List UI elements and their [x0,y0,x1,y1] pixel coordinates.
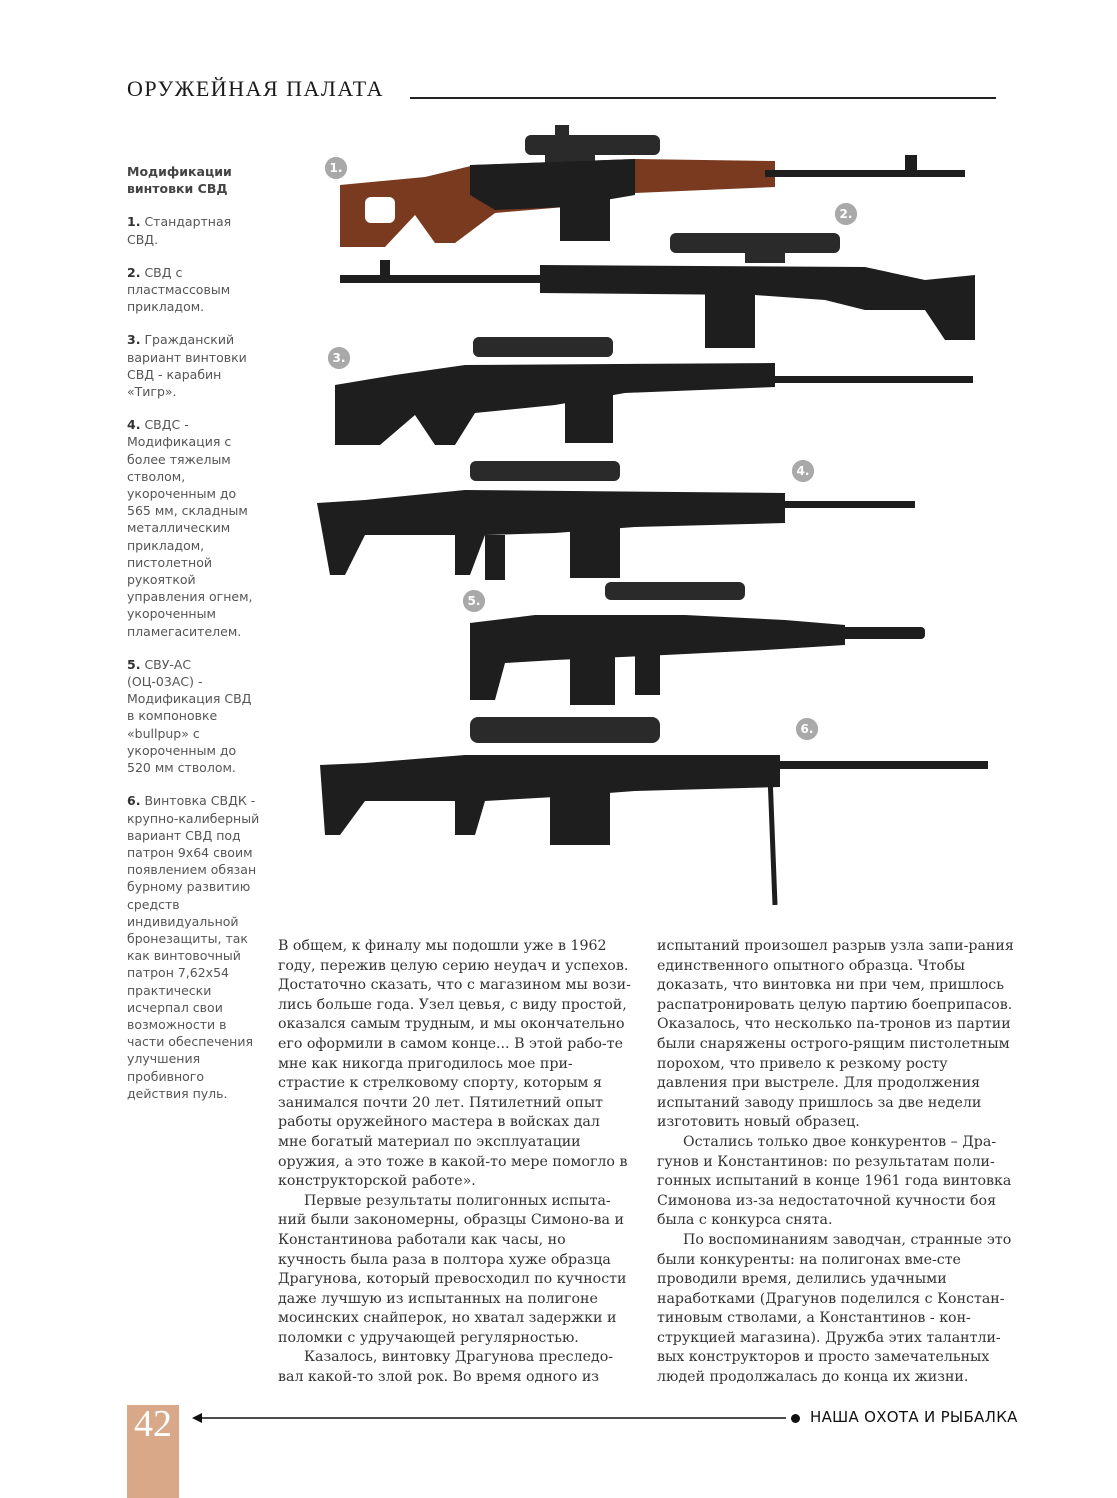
item-text: СВУ-АС (ОЦ-03АС) - Модификация СВД в компоновке «bullpup» с укороченным до 520 мм стволом. [127,656,252,776]
paragraph: По воспоминаниям заводчан, странные это были конкуренты: на полигонах вме-сте проводили время, делились удачными наработками (Драгунов поделился с Констан-тиновым стволами, а Константинов - кон-струкцией магазина). Дружба этих талантли-вых конструкторов и просто замечательных людей продолжалась до конца их жизни. [657,1231,1012,1386]
paragraph: Казалось, винтовку Драгунова преследо-вал какой-то злой рок. Во время одного из [278,1349,614,1386]
sidebar-item-5 [127,656,262,776]
badge-4: 4. [792,460,814,482]
footer-arrow-icon [192,1410,792,1426]
badge-3: 3. [328,347,350,369]
item-text: Гражданский вариант винтовки СВД - карабин «Тигр». [127,332,247,400]
rifles-illustration [305,115,1017,907]
badge-6: 6. [796,718,818,740]
page-number: 42 [134,1403,172,1445]
rifle-2-svd-polymer [340,233,975,348]
paragraph: Первые результаты полигонных испыта-ний были закономерны, образцы Симоно-ва и Константинова работали как часы, но кучность была раза в полтора хуже образца Драгунова, который превосходил по кучности даже лучшую из испытанных на полигоне мосинских снайперок, но хватал задержки и поломки с удручающей регулярностью. [278,1192,627,1346]
sidebar-item-3 [127,331,262,400]
item-text: СВДС - Модификация с более тяжелым стволом, укороченным до 565 мм, складным металлическим прикладом, пистолетной рукояткой управления огнем, укороченным пламегасителем. [127,417,253,639]
rifle-5-svu-as [470,582,925,705]
rifle-6-svdk [320,717,988,905]
sidebar-caption [127,163,262,1118]
rifle-figure [305,115,1017,907]
magazine-name: НАША ОХОТА И РЫБАЛКА [810,1408,1018,1426]
badge-1: 1. [325,157,347,179]
paragraph: Остались только двое конкурентов – Дра-гунов и Константинов: по результатам поли-гонных испытаний в конце 1961 года винтовка Симонова из-за недостаточной кучности боя была с конкурса снята. [657,1133,1012,1229]
badge-5: 5. [463,590,485,612]
header-rule [410,97,996,99]
footer-dot-icon [791,1414,800,1423]
sidebar-item-1 [127,213,262,247]
section-title: ОРУЖЕЙНАЯ ПАЛАТА [127,76,385,101]
badge-2: 2. [835,203,857,225]
item-number: 3. [127,332,141,348]
rifle-3-tigr [335,337,973,445]
item-number: 1. [127,214,141,230]
item-number: 6. [127,793,141,809]
item-number: 2. [127,264,141,280]
article-column-right [657,937,1015,1388]
sidebar-item-6 [127,792,262,1102]
sidebar-title: Модификации винтовки СВД [127,164,232,197]
item-text: Винтовка СВДК - крупно-калиберный вариант СВД под патрон 9х64 своим появлением обязан бурному развитию средств индивидуальной бронезащиты, так как винтовочный патрон 7,62х54 практически исчерпал свои возможности в части обеспечения улучшения пробивного действия пуль. [127,793,260,1101]
rifle-1-svd [340,125,965,247]
item-number: 4. [127,417,141,433]
article-column-left [278,937,632,1388]
item-text: СВД с пластмассовым прикладом. [127,264,231,315]
paragraph: испытаний произошел разрыв узла запи-рания единственного опытного образца. Чтобы доказать, что винтовка ни при чем, пришлось распатронировать целую партию боеприпасов. Оказалось, что несколько па-тронов из партии были снаряжены острого-рящим пистолетным порохом, что привело к резкому росту давления при выстреле. Для продолжения испытаний заводу пришлось за две недели изготовить новый образец. [657,938,1014,1131]
sidebar-item-4 [127,416,262,640]
item-text: Стандартная СВД. [127,214,232,247]
paragraph: В общем, к финалу мы подошли уже в 1962 году, пережив целую серию неудач и успехов. Достаточно сказать, что с магазином мы вози-лись больше года. Узел цевья, с виду простой, оказался самым трудным, и мы окончательно его оформили в самом конце... В этой рабо-те мне как никогда пригодилось мое при-страстие к стрелковому спорту, которым я занимался почти 20 лет. Пятилетний опыт работы оружейного мастера в войсках дал мне богатый материал по эксплуатации оружия, а это тоже в какой-то мере помогло в конструкторской работе». [278,938,631,1190]
rifle-4-svds [317,461,915,580]
sidebar-item-2 [127,264,262,316]
item-number: 5. [127,656,141,672]
